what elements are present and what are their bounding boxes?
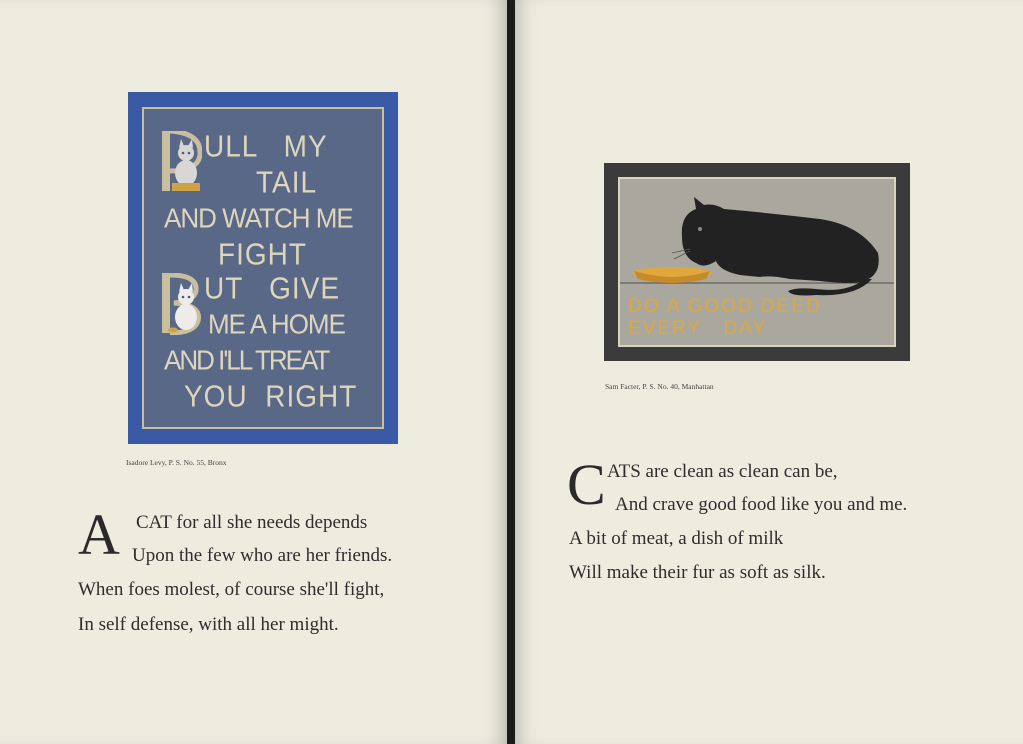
poster-line-4: FIGHT bbox=[218, 237, 307, 272]
right-verse-line-1: ATS are clean as clean can be, bbox=[607, 461, 838, 482]
pull-my-tail-poster bbox=[128, 92, 398, 444]
poster-field bbox=[142, 107, 384, 429]
left-caption: Isadore Levy, P. S. No. 55, Bronx bbox=[126, 458, 227, 467]
poster-line-7: AND I'LL TREAT bbox=[164, 343, 329, 377]
poster-field bbox=[618, 177, 896, 347]
poster-line-1: DO A GOOD DEED bbox=[628, 296, 822, 317]
left-verse-line-3: When foes molest, of course she'll fight, bbox=[78, 579, 385, 600]
poster-line-2: EVERY DAY bbox=[628, 318, 768, 339]
good-deed-poster bbox=[604, 163, 910, 361]
left-verse-line-2: Upon the few who are her friends. bbox=[132, 545, 393, 566]
right-caption: Sam Facter, P. S. No. 40, Manhattan bbox=[605, 382, 714, 391]
poster-line-3: AND WATCH ME bbox=[164, 201, 353, 235]
right-verse-dropcap: C bbox=[567, 452, 606, 517]
left-verse-line-1: CAT for all she needs depends bbox=[136, 512, 368, 533]
right-verse-line-2: And crave good food like you and me. bbox=[615, 494, 908, 515]
cat-dropcap-b-icon bbox=[162, 273, 202, 335]
cat-dropcap-p-icon bbox=[162, 131, 202, 193]
right-verse-line-3: A bit of meat, a dish of milk bbox=[569, 528, 784, 549]
left-page bbox=[0, 0, 507, 744]
poster-line-2: TAIL bbox=[256, 165, 318, 200]
poster-line-6: ME A HOME bbox=[208, 307, 345, 341]
left-verse-dropcap: A bbox=[78, 502, 120, 567]
right-verse-line-4: Will make their fur as soft as silk. bbox=[569, 562, 826, 583]
left-verse-line-4: In self defense, with all her might. bbox=[78, 614, 339, 635]
right-page bbox=[515, 0, 1023, 744]
poster-line-8: YOU RIGHT bbox=[184, 379, 358, 414]
poster-line-1: ULL MY bbox=[204, 129, 328, 164]
poster-line-5: UT GIVE bbox=[204, 271, 341, 306]
